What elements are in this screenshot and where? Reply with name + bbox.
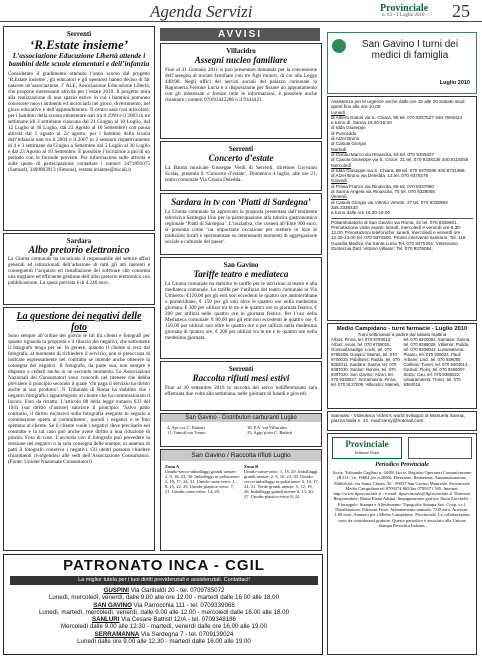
day-name: Giovedì: [331, 178, 347, 184]
estate-kicker: Serrenti: [66, 30, 92, 38]
tariffe-title: Tariffe teatro e mediateca: [193, 269, 289, 279]
zone-text: Umido-secco-imballaggi grandi utenze: 2, 9, 16, 23, 30. Imballaggi in polistirene: 3, 10, 17, 24, 31. Umido-carta-vetro: 1, 8, 15, 22, 29. Umido-plastica-vetro: 7, 21. Umido-carta-vetro: 14, 28.: [165, 469, 240, 494]
farmacie-title: Medio Campidano - turni farmacie - Luglio 2010: [336, 326, 468, 332]
doctor-line: di Alberti Gianni via S. Chiara, 96 tel. 070 9337527 349.7684023: [331, 114, 463, 120]
page-number: 25: [452, 1, 470, 21]
inca-line: [8, 616, 320, 623]
doctor-line: a turno dalle ore 16.00-19.00: [331, 210, 390, 216]
sardara-tv-body: La Giunta comunale ha approvato la proposta presentata dall’emittente televisiva Sardegna Uno per la partecipazione alla rubrica gastronomica regionale ‘Piatti di Sardegna’. L’iniziativa, che costerà all’Ente 900 euro, si presenta come ‘un importante occasione per mettere in luce le tradizioni locali e sperimentate su interessanti momenti di aggregazione sociale e culturale del paese’.: [165, 209, 317, 245]
sardara-tv-article: [160, 193, 322, 255]
samassi-box: [327, 411, 477, 431]
zone-name: Zona B: [244, 464, 259, 469]
carburanti-cell: 25, Agip p.zza C. Battisti: [247, 430, 293, 435]
page-header: [0, 0, 482, 22]
inca-text: Lunedì, mercoledì, venerdì, dalle 9.00 alle ore 12.00 - martedì dalle 16.00 alle 18.00: [48, 594, 280, 602]
medici-intro: Assistenza per le urgenze anche dalle ore 16 alle 20 Sabato studi aperti fino alle ore 10.00.: [331, 99, 465, 110]
doctor-line: di Sanna Angela via Rinascita, 70 tel. 070 9339055: [331, 189, 435, 195]
inca-text: Lunedì, martedì, mercoledì, venerdì, dalle 9.00 alle 12.00 - mercoledì dalle 16.00 alle 18.00: [38, 608, 290, 616]
section-title: Agenda Servizi: [150, 2, 253, 21]
provinciale-title: Periodico Provinciale: [375, 462, 429, 468]
zone-text: Umido-carta-vetro: 1, 15, 29. Imballaggi grandi utenze: 2, 9, 16, 23, 30. Umido-secco-imballaggi in polistirene: 3, 10, 17, 24, 31. Verde grandi utenze: 5, 12, 19, 26. Imballaggi grandi utenze 6, 13, 20, 27. Umido-plastica-vetro 8, 22.: [244, 469, 319, 499]
carburanti-cell: 11, Tamoil via Trento: [167, 430, 206, 435]
provinciale-info: Iscriz. Tribunale Cagliari n. 44/89. Iscriz. Registro Operatori Comunicazione (R.O.C.) n. 19604 (ex n.2060). Direzione, Redazione, Amministrazione, Pubblicità: via Santa Chiara, 35 - 09037 San Gavino Monreale. Provinciale Medio Campidano tel.0709374 865/fax 0709371 505. Internet: http://www.ilprovinciale.it - e-mail: ilprovinciale@ilprovinciale.it. Direttore Responsabile: Maria Elena Addari. Impaginazione grafica: Ilaria Zucchelli - Fiorangelo. Stampa e Allestimento: Tipografia Stampa Soc. Coop. s.r.l. Distribuzione: Edizioni Fiore. Abbonamento annuale: 7,00 euro. Arretrati: 1,00 euro. Annunci per i Medio Campidano: Provinciale. Le collaborazioni sono da considerarsi gratuite. Questo periodico è associato alla Unione Stampa Periodica Italiana.: [332, 470, 472, 528]
concerto-title: Concerto d’estate: [208, 153, 274, 163]
sardara-tv-title: Sardara in tv con ‘Piatti di Sardegna’: [171, 197, 311, 207]
issue-info: n. 63 - 1 Luglio 2010: [382, 13, 425, 18]
samassi-text: Samassi - Videoteca Video’s world sviluppo di Manuela Sanna, piazza Italia n. 41, mail:samy@hotmail.com: [331, 414, 465, 425]
inca-title: PATRONATO INCA - CGIL: [63, 557, 265, 574]
carburanti-box: [160, 413, 322, 447]
inca-box: [3, 554, 323, 655]
inca-line: [8, 631, 320, 638]
medici-box: [327, 96, 477, 321]
day-name: Venerdì: [331, 194, 347, 200]
doctor-line: di Casula Giuseppe via S. Croce, 31 tel. 070 9338136 340.5115056: [331, 157, 469, 163]
estate-article: [3, 26, 155, 231]
inca-line: [8, 638, 320, 645]
inca-line: [8, 587, 320, 594]
inca-line: [8, 609, 320, 616]
inca-line: [8, 623, 320, 630]
rifiuti-zone-a: [165, 464, 240, 494]
inca-line: [8, 602, 320, 609]
inca-body: [8, 587, 320, 645]
rifiuti-title: San Gavino / Raccolta rifiuti Luglio: [161, 450, 321, 461]
doctor-line: di Casula Giorgio: [331, 141, 367, 147]
doctor-line: di Prasa Franco via Rinascita, 66 tel. 070 9337990: [331, 183, 434, 189]
carburanti-col1: [167, 425, 242, 435]
sangavino-title: San Gavino I turni dei medici di famiglia: [361, 39, 459, 61]
carburanti-cell: 18, P.A. via Villacidro: [247, 425, 287, 430]
sangavino-year: Luglio 2010: [439, 80, 470, 86]
zone-name: Zona A: [165, 464, 180, 469]
newspaper-logo: Provinciale: [380, 3, 429, 14]
rifiuti-box: [160, 449, 322, 551]
provinciale-publisher: Edizioni Fiore: [354, 450, 380, 455]
tariffe-body: La Giunta comunale ha stabilito le tariffe per le iscrizioni al teatro e alla mediateca comunale. Le tariffe per l’utilizzo del teatro comunale in Via Umberto: €120,00 per gli enti non eccedenti le quattro ore antimeridiane o pomeridiane, € 150 per gli enti oltre le quattro ore nella medesima giornata, € 300 per utilizzi tra le tre e le quattro ore in giornata festiva, € 200 per utilizzi nelle quattro ore in giornata festiva. Per l’uso della Mediateca comunale: € 80,00 per gli enti non eccedenti le quattro ore, € 150,00 per utilizzi non oltre le quattro ore o per utilizzi nella medesima giornata di quattro ore, € 200 per utilizzi tra le tre e le quattro ore nella medesima giornata.: [165, 281, 317, 341]
doctor-line: di Atzei Bruno: [331, 136, 360, 142]
foto-article: [3, 307, 155, 551]
inca-text: Via Sardegna 7 - tel. 0709139024: [140, 630, 234, 638]
tariffe-article: [160, 257, 322, 359]
medical-icon: [332, 39, 346, 53]
farmacie-list: Arbus: Pinna, tel. 070 9759013. Arbus: Asuni, tel. 070 9759016. Gonnosfanadiga: Lochi, tel. 070 9799208. Guspini: Marras, tel. 070 9700025. Pabillonis: Puddu, tel. 070 9353011. Sardara: Sanna, tel. 070 9387030. Sanluri: Nonnis, tel. 070 9307020. San Gavino: Atzori, tel. 070 9339027. Serramanna: Pinna, tel. 070 9137009. Villacidro: Mameli, tel. 070 9320081. Samassi: Sanna, tel. 070 9388028. Villamar: Puddu, tel. 070 9306042. Lunamatrona: Pisano, tel. 070 939024. Pauli Arbarei: Lisci, tel. 070 939080. Collinas: Tuveri, tel. 070 9304014. Gesturi: Floris, tel. 070 9369007. Setzu: Cau, tel. 070 9365022. Ussaramanna: Tronci, tel. 070 9364016.: [331, 337, 471, 387]
uspi-logo: [408, 437, 472, 459]
provinciale-logo: [332, 437, 402, 459]
assegni-article: [160, 43, 322, 139]
inca-city: GUSPINI: [103, 587, 129, 594]
inca-text: Lunedì dalle ore 9.00 alle 12.30 - martedì dalle 16.00 alle 19.00: [77, 638, 251, 646]
day-name: Martedì: [331, 146, 347, 152]
day-1: [331, 147, 473, 163]
doctor-line: di Idda Giuseppe via S. Chiara, 96 tel. 070 9379286 340.8731966: [331, 167, 465, 173]
day-0: [331, 110, 473, 147]
inca-city: SANLURI: [91, 616, 120, 624]
assegni-title: Assegni nucleo familiare: [194, 55, 288, 65]
carburanti-col2: [247, 425, 319, 435]
inca-text: Via Cesare Battisti 12/A - tel. 0709348186: [121, 616, 236, 624]
doctor-line: di Atzei Bruno via Deledda, 13 tel. 070 9379279: [331, 173, 429, 179]
albo-kicker: Sardara: [66, 237, 92, 245]
day-3: [331, 178, 473, 194]
provinciale-box: [327, 433, 477, 655]
foto-title: La questione dei negativi delle foto: [16, 311, 142, 333]
doctor-line: a turno di: Sanna 16.00-18.00: [331, 120, 392, 126]
doctor-line: di Idda Giuseppe: [331, 125, 366, 131]
albo-title: Albo pretorio elettronico: [28, 245, 130, 256]
avvisi-banner: AVVISI: [160, 28, 320, 41]
assegni-kicker: Villacidro: [226, 47, 256, 55]
estate-title: ‘R.Estate insieme’: [29, 37, 129, 52]
inca-text: Via Garibaldi 20 - tel. 0709785072: [130, 587, 225, 594]
inca-text: Mercoledì dalle 9.00 alle 12.30 - martedì, venerdì dalle ore 16.00 alle 19.00: [60, 623, 268, 631]
rifiuti-zone-b: [244, 464, 319, 499]
albo-article: [3, 233, 155, 305]
provinciale-name: Provinciale: [345, 439, 389, 449]
inca-subtitle: La miglior tutela per i tuoi diritti previdenziali e assistenziali. Contattaci!: [10, 576, 318, 585]
foto-body: Sono sempre all’ordine del giorno le liti fra clienti e fotografi per quanto riguarda la proprietà e il rilascio dei negativi, che sottomette il fotografo tenga per sé. In genere, quando il cliente si reca dal fotografo, al momento di richiedere il servizio, non si preoccupa di indicare espressamente nel contratto se intende anche ottenere la consegna dei negativi. Il fotografo, da parte sua, non sempre è disposto a cederli anche in un secondo momento. Le Associazioni Nazionali dei Consumatori sono concordi nel ritenere che debba prevalere il principio secondo il quale ‘chi paga il servizio ha diritto anche al suo prodotto’. Il Tribunale di Roma ha stabilito che i negativi fotografici appartengono al cliente che ha commissionato il lavoro. Foto da ritratto. L’articolo 88 della legge numero 633 del 1941 (sul diritto d’autore) sancisce il principio: ‘Salvo patto contrario, il diritto esclusivo sulla fotografia eseguita in seguito a commissione spetta al committente’, quindi i negativi e le foto spettano al cliente. Se il cliente vuole i negativi deve precisarlo nel contratto e in tal caso può anche avere diritto a una riduzione di prezzo. Foto di cose. L’accordo con il fotografo può prevedere la cessione dei negativi o la sola consegna delle stampe; in assenza di patti il fotografo conserva i negativi. Gli utenti possono chiedere chiarimenti rivolgendosi alle sedi dell’Associazione Consumatori. (Fonte: Unione Nazionale Consumatori): [8, 333, 150, 465]
doctor-line: di Casula Giorgio via Vittorio Veneto, 27 tel. 070 9339993 345.3338434: [331, 199, 448, 210]
concerto-kicker: Serrenti: [228, 145, 254, 153]
raccolta-body: Fino al 30 settembre 2010 la raccolta del secco indifferenziato sarà effettuata due volte alla settimana, nelle giornate di lunedì e giovedì.: [165, 385, 317, 397]
day-2: [331, 163, 473, 179]
albo-body: La Giunta comunale ha incaricato il responsabile del settore affari generali ed istituzionali dell’adozione di tutti gli atti inerenti e conseguenti l’acquisto ed installazione del software che consenta una migliore ed efficiente gestione dell’albo pretorio elettronico con pubblicazione. La spesa prevista è di 4.240 euro.: [8, 256, 150, 286]
sangavino-logo: [327, 32, 477, 94]
carburanti-cell: 4, Api v.ia C. Battisti: [167, 425, 205, 430]
inca-city: SAN GAVINO: [93, 601, 132, 609]
day-name: Mercoledì: [331, 162, 352, 168]
inca-city: SERRAMANNA: [94, 630, 140, 638]
raccolta-kicker: Serrenti: [228, 365, 254, 373]
doctor-line: di Pusceddu: [331, 130, 357, 136]
concerto-article: [160, 141, 322, 191]
day-4: [331, 194, 473, 215]
carburanti-title: San Gavino - Distributori carburanti Luglio: [161, 414, 321, 422]
inca-text: Via Parrocchia 111 - tel. 0709339968: [133, 601, 235, 609]
day-name: Lunedì: [331, 109, 346, 115]
assegni-body: Fino al 31 Gennaio 2011 si può presentare domanda per la concessione dell’assegno al nucleo familiare con tre figli minori, di cui alla Legge 448/98. Negli uffici dei servizi sociali del palazzo comunale la Ragioneria Ferrone Lucia è a disposizione per fissare un appuntamento con gli interessati e fornire tutte le informazioni, è possibile anche chiamare i numeri 070/93442286 o il 9344421.: [165, 67, 317, 103]
concerto-body: La Banda musicale Giuseppe Verdi di Serrenti, direttore Giovanni Scalas, presenta il ‘Concerto d’estate’. Domenica 4 luglio, alle ore 21, teatro comunale Via Grazia Deledda.: [165, 165, 317, 183]
estate-body: Considerato il gradimento ottenuto l’anno scorso dal progetto ‘R.Estate insieme’, gli educatori e gli operatori hanno deciso di far nascere un’associazione, l’ ALE, Associazione Educazione Libertà, che propone interessanti attività per l’estate 2010. Il progetto mira alla realizzazione di uno spazio estivo in cui i bambini potranno conoscere nuovi ambienti ed incrociarli nel gioco, divertimento, nel gioco educativo e dell’apprendimento. Il centro sarà così articolato: per i bambini della scuola elementare nati tra il 1999 e il 2003 in tre settimane (di 3 settimane ciascuna dal 21 Giugno al 10 Luglio, dal 12 Luglio al 30 Luglio, dal 23 Agosto al 10 Settembre) con pausa attività dal 1 agosto al 22 agosto; per i bambini della scuola dell’infanzia nati tra il 2004 e il 2007 in 2 sessioni rispettivamente di 4 e 3 settimane da Giugno a Settembre dal 5 Luglio al 30 Luglio e dal 23 Agosto al 10 Settembre. È possibile l’iscrizione a più di un periodo con le formule previste. Per informazioni sulle attività e sulle quote di partecipazione contattare i numeri 3471891075 (Samuel), 3409803913 (Simona), restate.insieme@tiscali.it: [8, 71, 150, 173]
doctor-line: di Ganau Marco via Rinascita, 64 tel. 070 9339427: [331, 151, 435, 157]
inca-line: [8, 594, 320, 601]
tariffe-kicker: San Gavino: [223, 261, 259, 269]
medici-footer: Poliambulatorio di San Gavino via Roma, 31 tel. 070 9339601. Prenotazione visite esami: lunedì, mercoledì e venerdì ore 8.30-12.00. Prenotazioni telefoniche: lunedì, mercoledì e venerdì ore 12.30-13.00 tel. 070 9374500. Pronto intervento sanitario: Tel. 118. Guardia Medica Via Santa Lucia Tel. 070 9375251. Veterinario Zootecnia Dott. Vittorio Villasor: Tel. 070 9375054.: [331, 218, 473, 252]
estate-subtitle: L’associazione Educazione Libertà attende i bambini delle scuole elementari e dell’infanzia: [8, 51, 150, 68]
raccolta-title: Raccolta rifiuti mesi estivi: [192, 373, 290, 383]
raccolta-article: [160, 361, 322, 411]
farmacie-subtitle: Turni settimanali a partire dal sabato mattina: [357, 332, 447, 337]
farmacie-box: [327, 323, 477, 409]
